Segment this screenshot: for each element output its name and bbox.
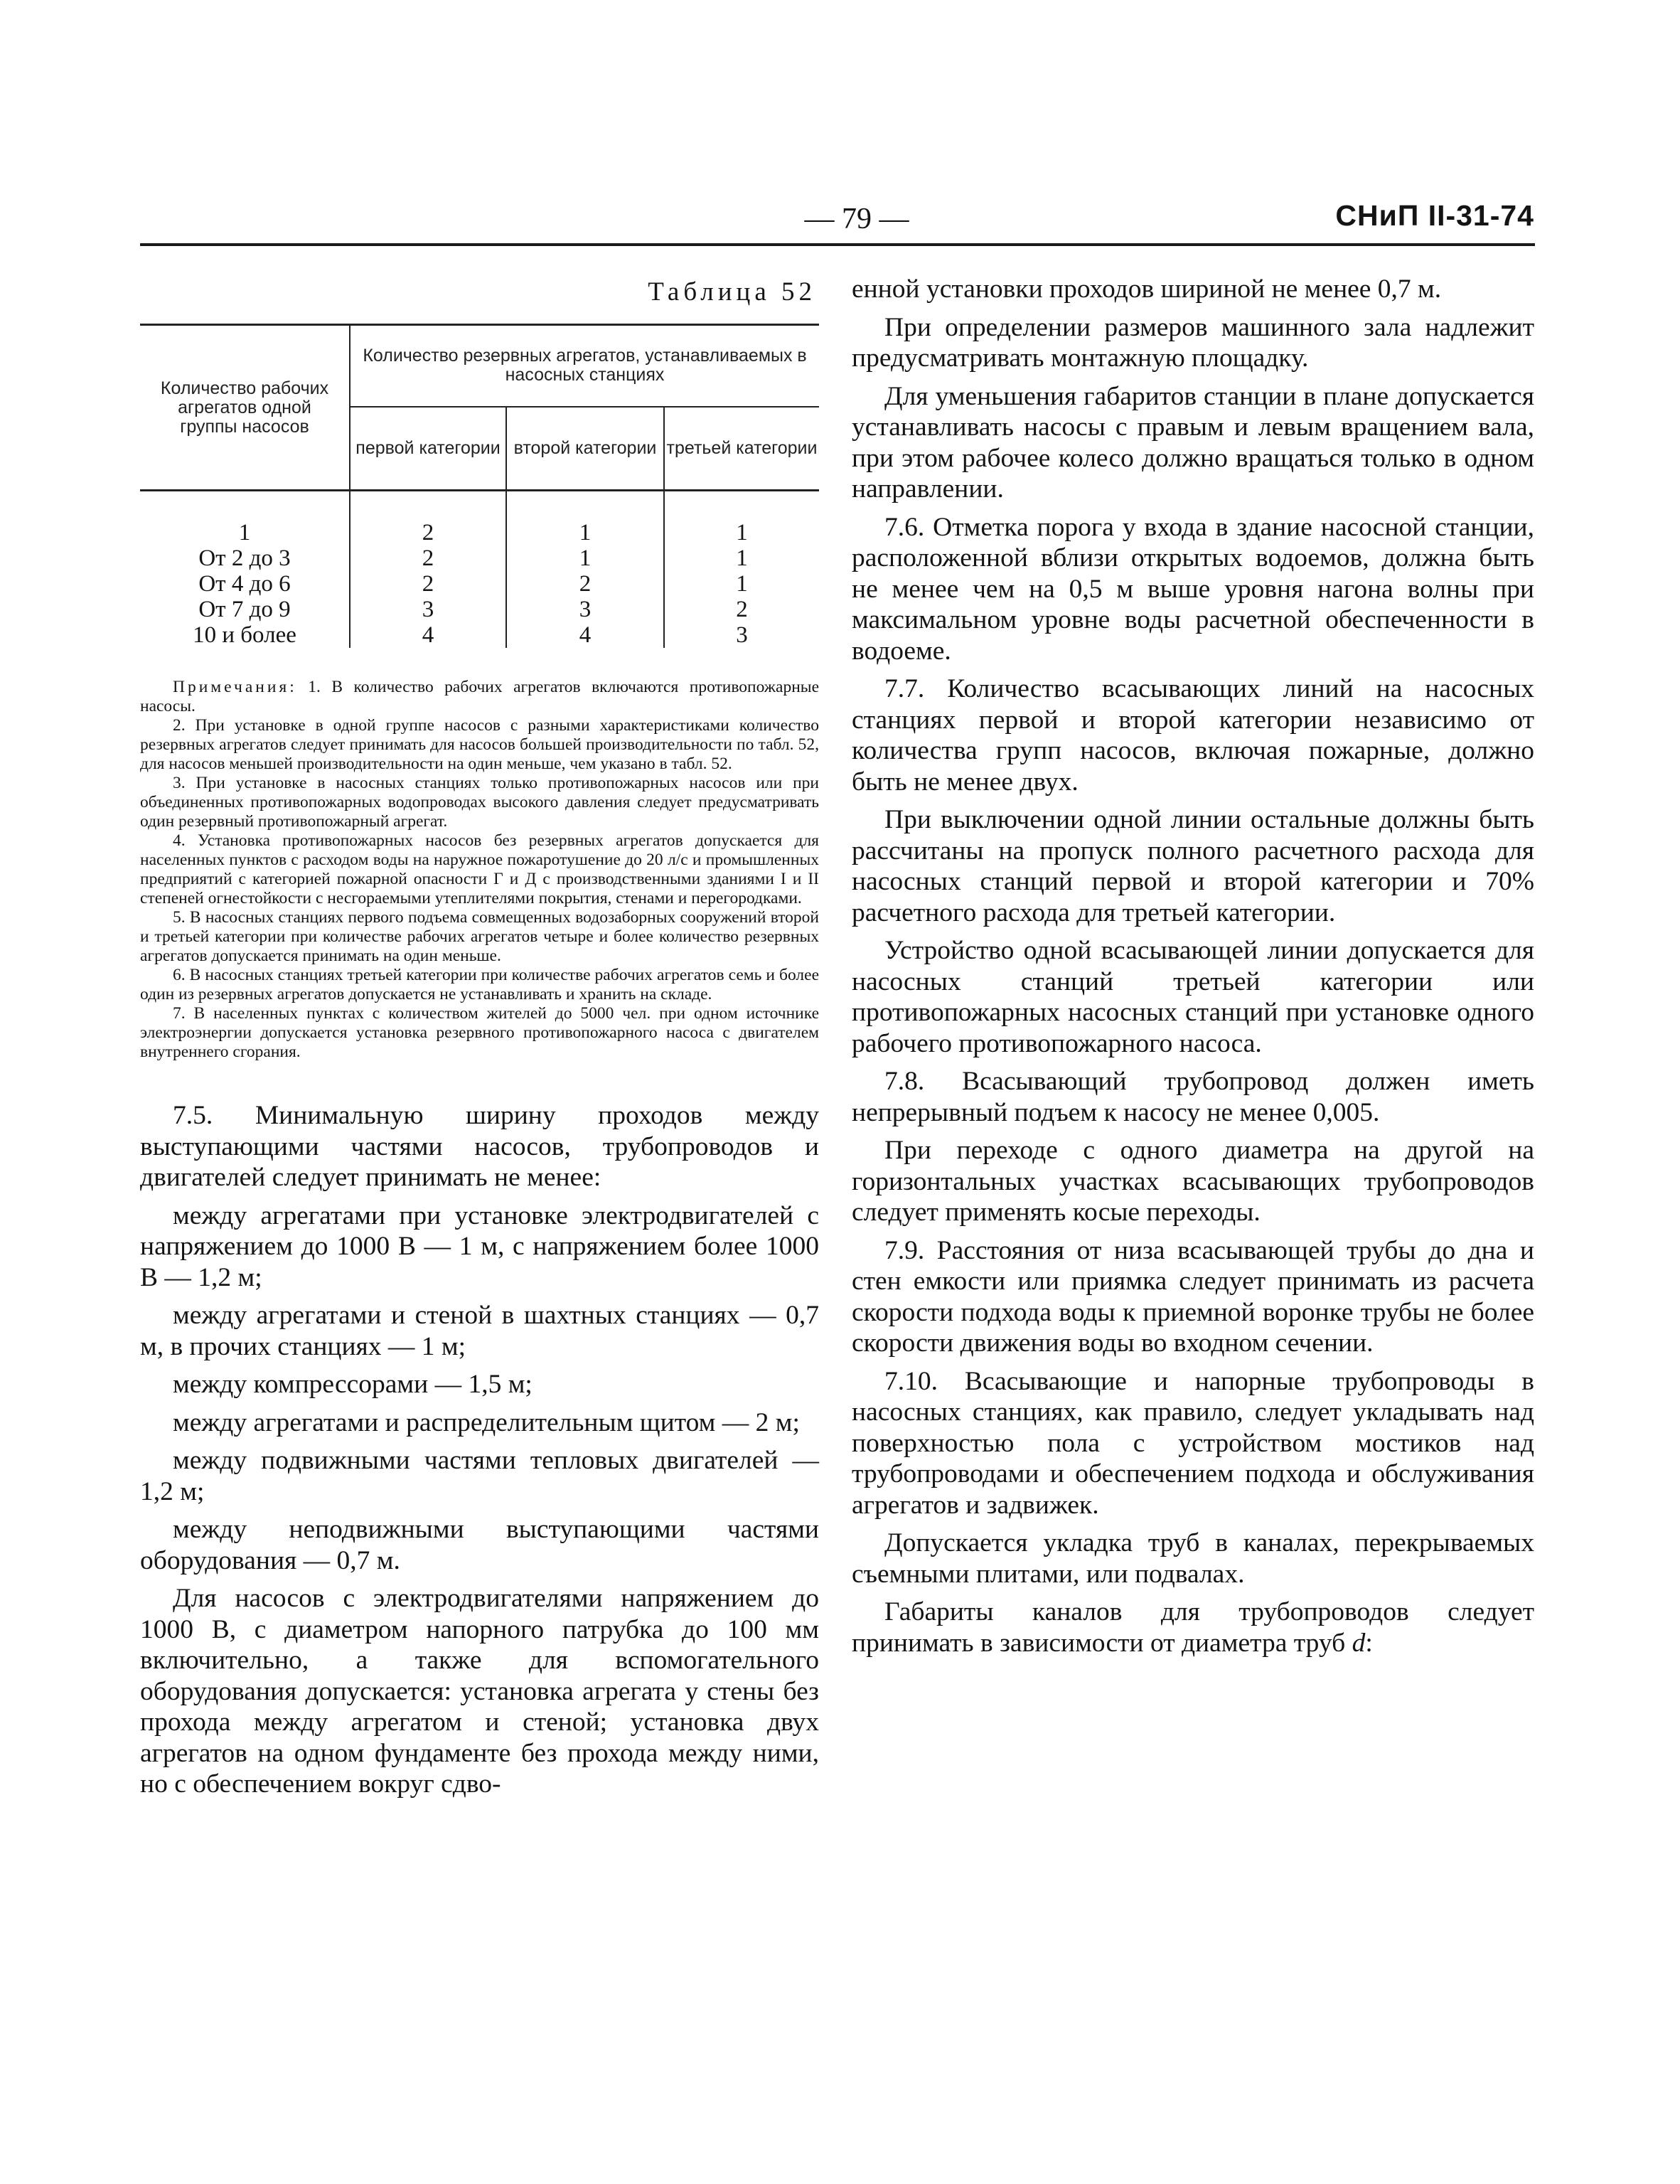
paragraph-text: Всасывающий трубопровод должен иметь непрерывный подъем к насосу не менее 0,005.	[852, 1067, 1535, 1127]
section-number: 7.7.	[884, 674, 925, 703]
col-header-reserve-units: Количество резервных агрегатов, устанавливаемых в насосных станциях	[350, 325, 819, 407]
table-cell: 2	[506, 571, 664, 597]
paragraph-text: Отметка порога у входа в здание насосной станции, расположенной вблизи открытых водоемов, должна быть не менее чем на 0,5 м выше уровня нагона волны при максимальном уровне воды расчетной обеспеченности в водоеме.	[852, 512, 1534, 666]
table-cell: От 7 до 9	[140, 597, 350, 622]
paragraph	[852, 1235, 1534, 1359]
table-cell: 2	[736, 597, 748, 622]
paragraph	[852, 512, 1534, 667]
table-notes	[140, 678, 819, 1062]
table-row	[140, 597, 819, 622]
paragraph-text: Всасывающие и напорные трубопроводы в насосных станциях, как правило, следует укладывать над поверхностью пола с устройством мостиков над трубопроводами и обеспечением подхода и обслуживания агрегатов и задвижек.	[852, 1366, 1535, 1520]
section-number: 7.10.	[884, 1366, 938, 1396]
table-cell: 3	[350, 597, 506, 622]
note-7: 7. В населенных пунктах с количеством жителей до 5000 чел. при одном источнике электроэнергии допускается установка резервного противопожарного насоса с двигателем внутреннего сгорания.	[140, 1004, 819, 1061]
page-number: — 79 —	[804, 203, 909, 235]
col-header-category-1: первой категории	[350, 407, 506, 491]
paragraph: Допускается укладка труб в каналах, перекрываемых съемными плитами, или подвалах.	[852, 1528, 1534, 1589]
note-1	[140, 678, 819, 716]
paragraph	[852, 673, 1534, 797]
table-row	[140, 520, 819, 545]
table-cell: 2	[350, 545, 506, 571]
note-5: 5. В насосных станциях первого подъема совмещенных водозаборных сооружений второй и третьей категории при количестве рабочих агрегатов четыре и более количество резервных агрегатов допускается принимать на один меньше.	[140, 908, 819, 965]
table-cell: 1	[736, 545, 748, 571]
section-number: 7.5.	[173, 1101, 213, 1130]
document-code: СНиП II-31-74	[1335, 199, 1534, 232]
table-cell: 2	[350, 571, 506, 597]
paragraph: При определении размеров машинного зала надлежит предусматривать монтажную площадку.	[852, 312, 1534, 373]
table-cell: От 2 до 3	[140, 545, 350, 571]
paragraph	[140, 1100, 819, 1193]
section-number: 7.9.	[884, 1235, 925, 1265]
paragraph: Для насосов с электродвигателями напряжением до 1000 В, с диаметром напорного патрубка до 100 мм включительно, а также для вспомогательного оборудования допускается: установка агрегата у стены без прохода между агрегатом и стеной; установка двух агрегатов на одном фундаменте без прохода между ними, но с обеспечением вокруг сдво-	[140, 1584, 819, 1799]
table-row	[140, 545, 819, 571]
table-cell: От 4 до 6	[140, 571, 350, 597]
paragraph: между неподвижными выступающими частями оборудования — 0,7 м.	[140, 1515, 819, 1575]
note-3: 3. При установке в насосных станциях только противопожарных насосов или при объединенных противопожарных водопроводах высокого давления следует предусматривать один резервный противопожарный агрегат.	[140, 774, 819, 831]
paragraph-text: Минимальную ширину проходов между выступающими частями насосов, трубопроводов и двигателей следует принимать не менее:	[140, 1101, 819, 1192]
paragraph: между агрегатами и стеной в шахтных станциях — 0,7 м, в прочих станциях — 1 м;	[140, 1301, 819, 1361]
paragraph-text: Габариты каналов для трубопроводов следует принимать в зависимости от диаметра труб	[852, 1597, 1534, 1658]
paragraph	[852, 1366, 1534, 1521]
table-row	[140, 622, 819, 648]
paragraph-end: :	[1365, 1628, 1373, 1658]
table-caption: Таблица 52	[648, 277, 816, 307]
table-cell: 1	[506, 545, 664, 571]
col-header-category-3: третьей категории	[666, 437, 818, 458]
note-4: 4. Установка противопожарных насосов без резервных агрегатов допускается для населенных пунктов с расходом воды на наружное пожаротушение до 20 л/с и промышленных предприятий с категорией пожарной опасности Г и Д с производственными зданиями I и II степеней огнестойкости с несгораемыми утеплителями покрытия, стенами и перегородками.	[140, 831, 819, 907]
table-cell: 3	[736, 622, 748, 648]
paragraph: между подвижными частями тепловых двигателей — 1,2 м;	[140, 1446, 819, 1506]
table-cell: 3	[506, 597, 664, 622]
note-2: 2. При установке в одной группе насосов с разными характеристиками количество резервных агрегатов следует принимать для насосов большей производительности по табл. 52, для насосов меньшей производительности на один меньше, чем указано в табл. 52.	[140, 716, 819, 773]
paragraph	[852, 1597, 1534, 1658]
right-column	[852, 274, 1534, 1666]
notes-label: Примечания:	[173, 678, 297, 696]
reserve-units-table	[140, 324, 819, 648]
left-column	[140, 274, 819, 1807]
note-text: 1. В количество рабочих агрегатов включаются противопожарные насосы.	[140, 678, 820, 715]
table-cell: 1	[506, 520, 664, 545]
note-6: 6. В насосных станциях третьей категории при количестве рабочих агрегатов семь и более один из резервных агрегатов допускается не устанавливать и хранить на складе.	[140, 966, 819, 1003]
paragraph: Устройство одной всасывающей линии допускается для насосных станций третьей категории или противопожарных насосных станций при установке одного рабочего противопожарного насоса.	[852, 936, 1534, 1058]
paragraph: Для уменьшения габаритов станции в плане допускается устанавливать насосы с правым и левым вращением вала, при этом рабочее колесо должно вращаться только в одном направлении.	[852, 381, 1534, 504]
table-cell: 1	[140, 520, 350, 545]
paragraph: между компрессорами — 1,5 м;	[173, 1370, 533, 1399]
header-rule	[140, 243, 1535, 246]
paragraph: енной установки проходов шириной не менее 0,7 м.	[852, 275, 1442, 304]
paragraph: между агрегатами при установке электродвигателей с напряжением до 1000 В — 1 м, с напряжением более 1000 В — 1,2 м;	[140, 1200, 819, 1292]
table-cell: 4	[506, 622, 664, 648]
section-7-5	[140, 1100, 819, 1800]
table-cell: 10 и более	[140, 622, 350, 648]
paragraph: между агрегатами и распределительным щитом — 2 м;	[173, 1407, 800, 1437]
table-cell: 1	[736, 571, 748, 597]
section-number: 7.8.	[884, 1067, 925, 1096]
section-number: 7.6.	[884, 512, 925, 542]
paragraph-text: Расстояния от низа всасывающей трубы до дна и стен емкости или приямка следует принимать из расчета скорости подхода воды к приемной воронке трубы не более скорости движения воды во входном сечении.	[852, 1235, 1535, 1358]
table-row	[140, 571, 819, 597]
paragraph-text: Количество всасывающих линий на насосных станциях первой и второй категории независимо от количества групп насосов, включая пожарные, должно быть не менее двух.	[852, 674, 1535, 797]
paragraph	[852, 1066, 1534, 1128]
paragraph: При выключении одной линии остальные должны быть рассчитаны на пропуск полного расчетного расхода для насосных станций первой и второй категории и 70% расчетного расхода для третьей категории.	[852, 805, 1534, 927]
table-cell: 4	[350, 622, 506, 648]
col-header-working-units: Количество рабочих агрегатов одной группы насосов	[140, 325, 350, 491]
table-cell: 2	[350, 520, 506, 545]
variable-d: d	[1352, 1628, 1366, 1658]
col-header-category-2: второй категории	[506, 407, 664, 491]
paragraph: При переходе с одного диаметра на другой на горизонтальных участках всасывающих трубопроводов следует применять косые переходы.	[852, 1136, 1534, 1227]
table-cell: 1	[736, 520, 748, 545]
